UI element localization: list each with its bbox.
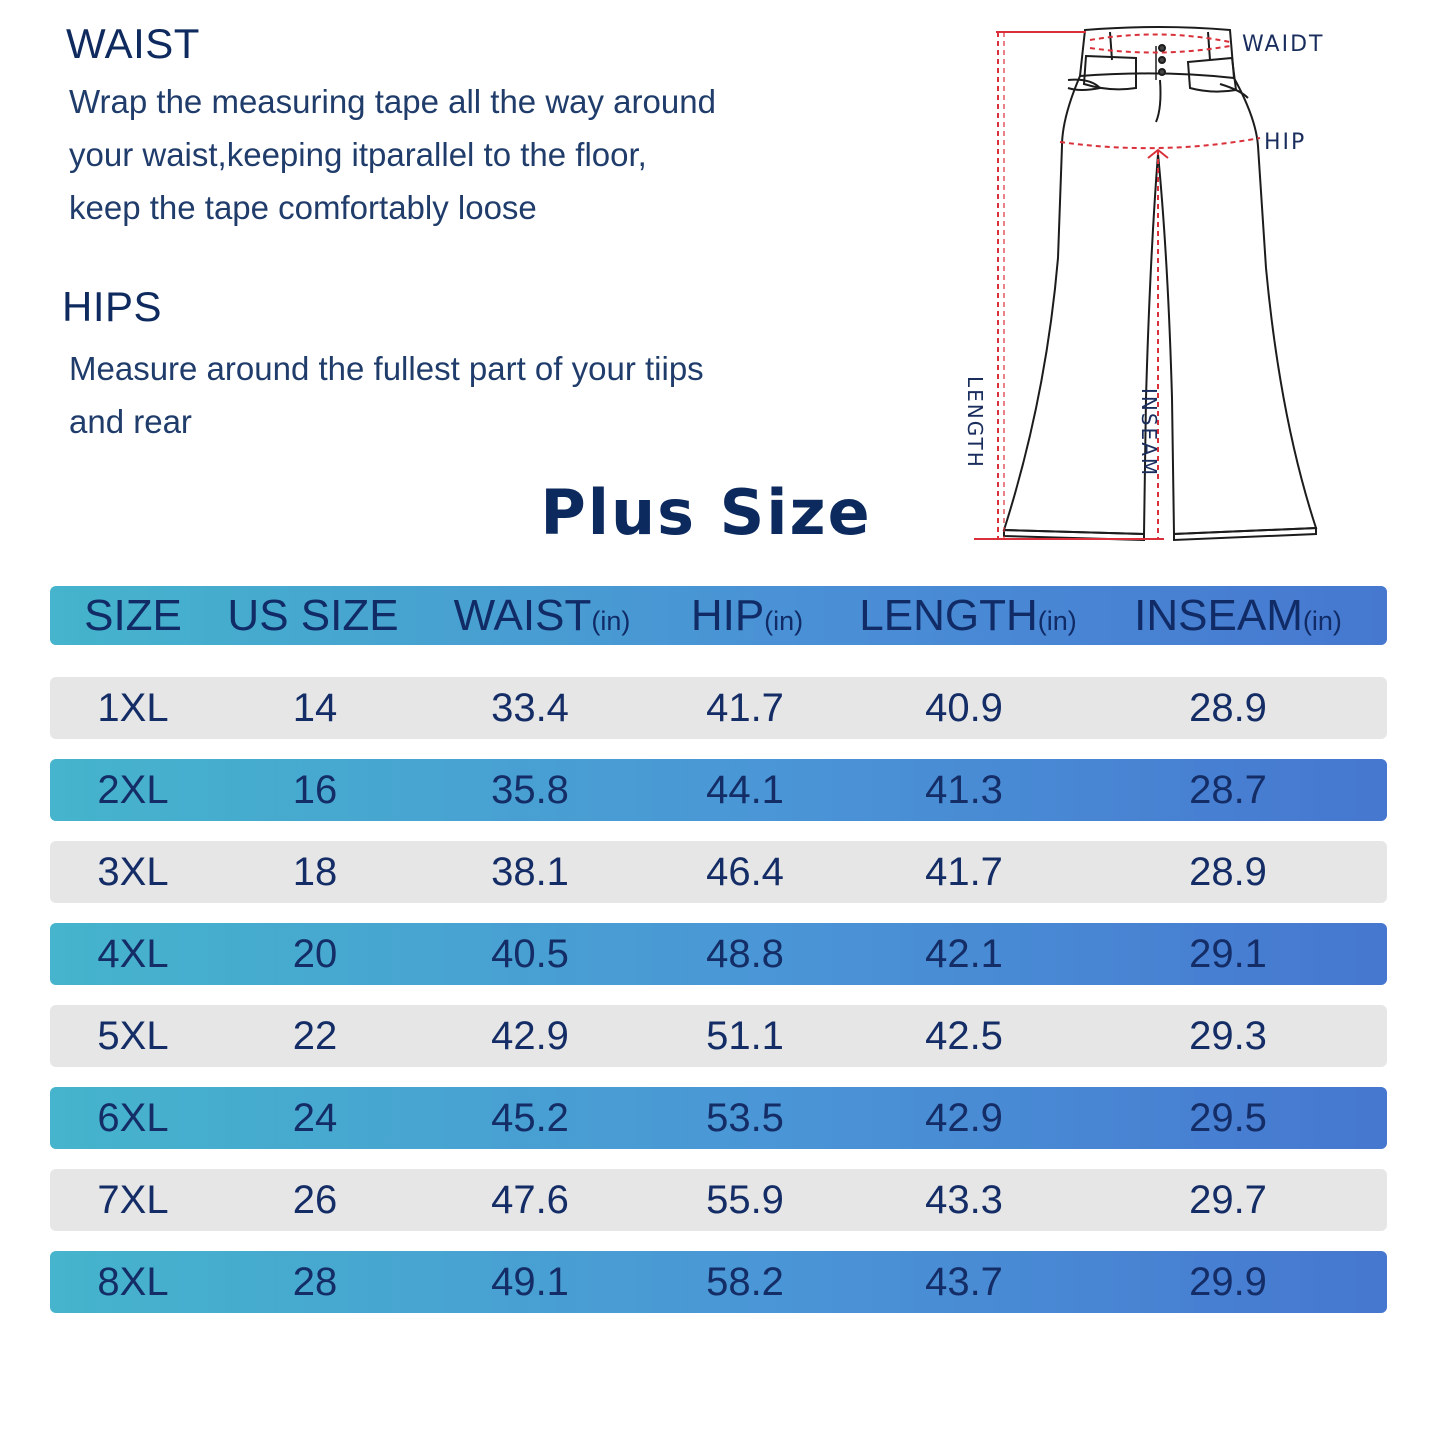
waist-heading: WAIST [66,20,200,67]
table-row [50,1251,1387,1313]
header-waist: WAIST (in) [453,590,631,640]
cell-length: 41.3 [925,767,1003,812]
unit-label: (in) [591,606,631,636]
waist-instructions [69,75,716,234]
hip-diagram-label: HIP [1264,130,1307,155]
cell-hip: 51.1 [706,1013,784,1058]
table-row [50,1169,1387,1231]
measurement-lines [974,32,1260,539]
cell-size: 6XL [97,1095,169,1140]
cell-hip: 55.9 [706,1177,784,1222]
length-diagram-label: LENGTH [963,376,987,469]
cell-us-size: 26 [292,1177,338,1222]
cell-us-size: 28 [292,1259,338,1304]
cell-us-size: 16 [292,767,338,812]
unit-label: (in) [1037,606,1077,636]
cell-waist: 33.4 [491,685,569,730]
cell-waist: 47.6 [491,1177,569,1222]
header-size: SIZE [84,590,182,640]
cell-length: 42.1 [925,931,1003,976]
cell-size: 8XL [97,1259,169,1304]
cell-size: 3XL [97,849,169,894]
cell-hip: 48.8 [706,931,784,976]
waist-line: keep the tape comfortably loose [69,189,537,226]
header-us-size: US SIZE [227,590,399,640]
table-row [50,923,1387,985]
cell-size: 1XL [97,685,169,730]
table-row [50,1005,1387,1067]
cell-inseam: 29.5 [1189,1095,1267,1140]
cell-hip: 46.4 [706,849,784,894]
hips-instructions [69,342,704,448]
hips-heading: HIPS [62,283,163,330]
cell-length: 42.9 [925,1095,1003,1140]
cell-us-size: 18 [292,849,338,894]
table-row [50,1087,1387,1149]
waist-line: your waist,keeping itparallel to the floor, [69,136,647,173]
cell-inseam: 29.9 [1189,1259,1267,1304]
cell-hip: 58.2 [706,1259,784,1304]
waist-diagram-label: WAIDT [1242,32,1325,57]
cell-inseam: 29.1 [1189,931,1267,976]
table-row [50,841,1387,903]
chart-title: Plus Size [540,476,872,549]
cell-us-size: 24 [292,1095,338,1140]
header-length: LENGTH (in) [859,590,1077,640]
table-row [50,677,1387,739]
cell-length: 42.5 [925,1013,1003,1058]
cell-waist: 42.9 [491,1013,569,1058]
cell-inseam: 28.7 [1189,767,1267,812]
cell-size: 2XL [97,767,169,812]
table-row [50,759,1387,821]
header-inseam: INSEAM (in) [1134,590,1342,640]
cell-length: 43.7 [925,1259,1003,1304]
cell-inseam: 28.9 [1189,685,1267,730]
cell-hip: 53.5 [706,1095,784,1140]
cell-waist: 45.2 [491,1095,569,1140]
cell-size: 7XL [97,1177,169,1222]
cell-inseam: 29.3 [1189,1013,1267,1058]
cell-waist: 35.8 [491,767,569,812]
waist-line: Wrap the measuring tape all the way around [69,83,716,120]
cell-us-size: 20 [292,931,338,976]
cell-waist: 49.1 [491,1259,569,1304]
cell-length: 41.7 [925,849,1003,894]
unit-label: (in) [764,606,804,636]
cell-length: 43.3 [925,1177,1003,1222]
cell-waist: 38.1 [491,849,569,894]
hips-line: Measure around the fullest part of your tiips [69,350,704,387]
inseam-diagram-label: INSEAM [1137,388,1161,478]
cell-hip: 41.7 [706,685,784,730]
cell-inseam: 29.7 [1189,1177,1267,1222]
unit-label: (in) [1302,606,1342,636]
cell-length: 40.9 [925,685,1003,730]
cell-size: 5XL [97,1013,169,1058]
cell-waist: 40.5 [491,931,569,976]
table-header-row [50,586,1387,645]
hips-line: and rear [69,403,192,440]
cell-size: 4XL [97,931,169,976]
header-hip: HIP (in) [690,590,804,640]
cell-us-size: 14 [292,685,338,730]
cell-us-size: 22 [292,1013,338,1058]
cell-hip: 44.1 [706,767,784,812]
pants-measurement-diagram [950,18,1370,548]
cell-inseam: 28.9 [1189,849,1267,894]
